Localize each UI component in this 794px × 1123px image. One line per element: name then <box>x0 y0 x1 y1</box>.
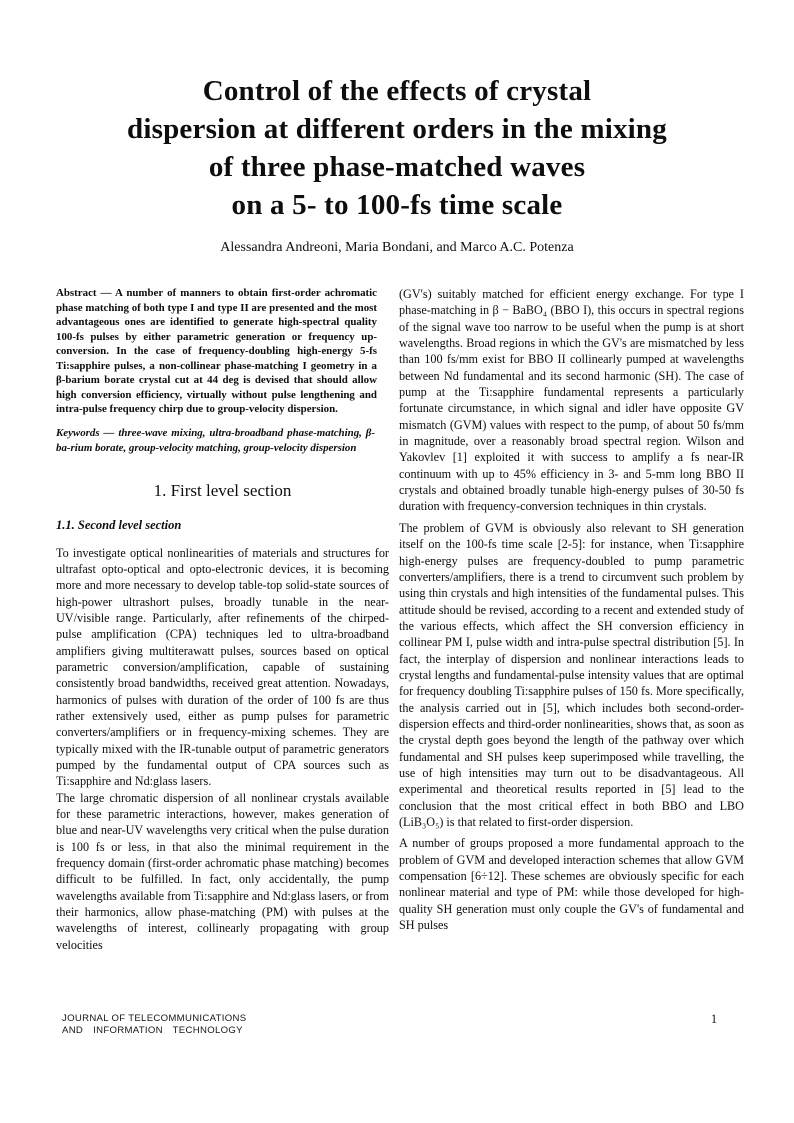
keywords-label: Keywords — <box>56 426 115 439</box>
right-paragraph-3: A number of groups proposed a more fundamental approach to the problem of GVM and developed interaction schemes that allow GVM compensation [6÷12]. These schemes are obviously specific for each nonlinear material and type of PM: while those developed for high-quality SH generation must only couple the GV's of fundamental and SH pulses <box>399 836 744 933</box>
journal-name <box>62 1013 260 1036</box>
left-column <box>56 286 389 953</box>
right-column <box>399 286 744 953</box>
title-line-2: dispersion at different orders in the mixing <box>127 113 667 145</box>
right-paragraph-2: The problem of GVM is obviously also relevant to SH generation itself on the 100-fs time scale [2-5]: for instance, when Ti:sapphire high-energy pulses are frequency-doubled to pump parametric converters/amplifiers, there is a trend to circumvent such problem by using thin crystals and high intensities of the fundamental pulses. This attitude should be revised, according to a recent and extended study of the various effects, which affect the SH conversion efficiency in collinear PM I, pulse width and intra-pulse spectral distribution [5]. In fact, the interplay of dispersion and nonlinear interactions leads to crystal lengths and fundamental-pulse intensity values that are optimal for frequency doubling Ti:sapphire pulses of 150 fs. More specifically, the analysis carried out in [5], which includes both second-order-dispersion effects and third-order nonlinearities, shows that, as soon as the crystal depth goes beyond the length of the pathway over which fundamental and SH pulses keep superimposed while travelling, the use of high intensities may turn out to be disadvantageous. All experimental and theoretical results reported in [5] lead to the conclusion that the most critical effect in both BBO and LBO (LiB₃O₅) is that related to first-order dispersion. <box>399 520 744 829</box>
title-line-4: on a 5- to 100-fs time scale <box>231 189 563 221</box>
title-line-3: of three phase-matched waves <box>208 151 586 183</box>
page-number: 1 <box>710 1012 718 1026</box>
authors-line: Alessandra Andreoni, Maria Bondani, and Marco A.C. Potenza <box>220 240 574 255</box>
title-line-1: Control of the effects of crystal <box>202 75 592 107</box>
keywords <box>56 426 375 456</box>
journal-name-line-1: JOURNAL OF TELECOMMUNICATIONS <box>62 1013 247 1024</box>
paper-title <box>0 72 794 224</box>
subsection-heading: 1.1. Second level section <box>56 517 182 532</box>
section-heading: 1. First level section <box>153 480 292 500</box>
abstract-text: A number of manners to obtain first-order achromatic phase matching of both type I and type II are presented and the most advantageous ones are identified to generate high-spectral quality 100-fs pulses by either parametric generation or frequency up-conversion. In the case of frequency-doubling high-energy 5-fs Ti:sapphire pulses, a non-collinear phase-matching I geometry in a β-barium borate crystal cut at 44 deg is devised that should allow high conversion efficiency, virtually without pulse lengthening and intra-pulse frequency chirp due to group-velocity dispersion. <box>56 287 378 415</box>
abstract-label: Abstract — <box>56 287 112 299</box>
journal-name-line-2: AND INFORMATION TECHNOLOGY <box>62 1024 243 1036</box>
title-block <box>0 72 794 257</box>
left-paragraph-1: To investigate optical nonlinearities of materials and structures for ultrafast opto-optical and opto-electronic devices, it is becoming more and more necessary to develop table-top solid-state sources of high-power ultrashort pulses, broadly tunable in the near-UV/visible range. Particularly, after refinements of the chirped-pulse amplification (CPA) techniques led to ultra-broadband amplifiers giving multiterawatt pulses, sources based on optical parametric conversion/amplification, capable of sustaining consistently broad bandwidths, received great attention. Nowadays, harmonics of pulses with duration of the order of 100 fs are thus rather extensively used, either as pump pulses for parametric converters/amplifiers or in frequency-mixing schemes. They are typically mixed with the IR-tunable output of parametric generators pumped by the fundamental output of CPA sources such as Ti:sapphire and Nd:glass lasers. <box>56 545 389 789</box>
right-paragraph-1: (GV's) suitably matched for efficient energy exchange. For type I phase-matching in β − BaBO₄ (BBO I), this occurs in spectral regions of the signal wave too narrow to be useful when the pump is at short wavelengths. Broad regions in which the GV's are mismatched by less than 100 fs/mm exist for BBO II collinearly pumped at wavelengths between Nd fundamental and its second harmonic (SH). The case of pump at the Ti:sapphire fundamental represents a particularly fortunate circumstance, in which signal and idler have opposite GV mismatch (GVM) values with respect to the pump, of about 50 fs/mm in magnitude, over a reasonably broad spectral region. Wilson and Yakovlev [1] exploited it with success to amplify a fs near-IR continuum with up to 45% efficiency in 3- and 5-mm long BBO II crystals and obtained broadly tunable high-energy pulses of 30-50 fs duration with frequency-conversion techniques in thin crystals. <box>399 287 744 514</box>
left-paragraph-2: The large chromatic dispersion of all nonlinear crystals available for these parametric interactions, however, makes generation of blue and near-UV wavelengths very critical when the pulse duration is 100 fs or less, in that also the minimal requirement in the frequency domain (first-order achromatic phase matching) becomes difficult to be fulfilled. In fact, only accidentally, the pump wavelengths available from Ti:sapphire and Nd:glass lasers, or from their harmonics, allow phase-matching (PM) with pulses at the wavelengths of interest, collinearly propagating with group velocities <box>56 790 389 952</box>
two-column-body <box>56 286 744 953</box>
keywords-text: three-wave mixing, ultra-broadband phase-matching, β-ba-rium borate, group-velocity matching, group-velocity dispersion <box>56 426 375 454</box>
abstract <box>56 286 377 417</box>
